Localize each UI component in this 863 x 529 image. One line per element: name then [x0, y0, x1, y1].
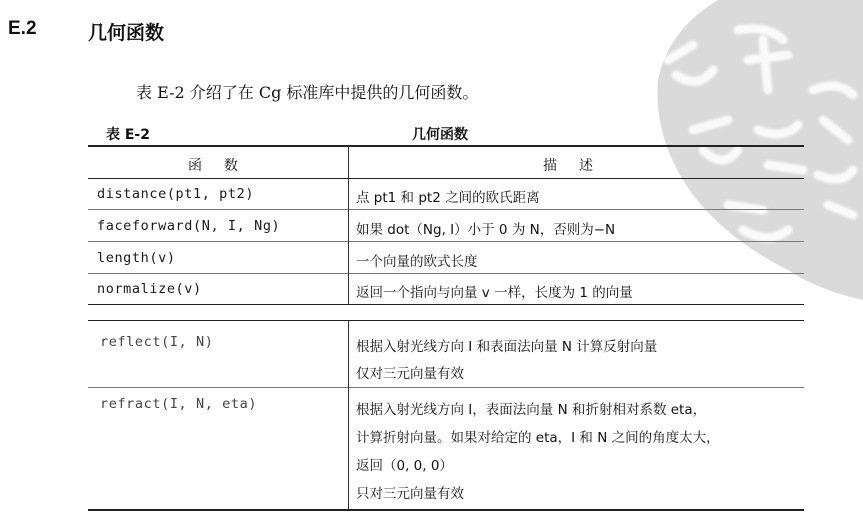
- row-rule: [88, 273, 804, 274]
- row-rule: [88, 241, 804, 242]
- row-rule: [88, 209, 804, 210]
- column-divider: [348, 146, 349, 304]
- table-label: 表 E-2: [106, 127, 150, 143]
- intro-paragraph: 表 E-2 介绍了在 Cg 标准库中提供的几何函数。: [136, 83, 479, 102]
- function-name: length(v): [97, 250, 176, 266]
- row-rule: [88, 387, 804, 388]
- watermark-seal: [598, 0, 863, 300]
- header-description: 描述: [543, 158, 615, 174]
- table-top-rule: [88, 145, 804, 147]
- table-bottom-rule: [88, 509, 804, 511]
- function-description: 返回（0, 0, 0）: [356, 458, 453, 474]
- function-description: 返回一个指向与向量 v 一样，长度为 1 的向量: [356, 285, 633, 301]
- function-description: 仅对三元向量有效: [356, 366, 464, 382]
- section-number: E.2: [8, 18, 37, 39]
- header-function: 函数: [188, 158, 260, 174]
- column-divider: [348, 321, 349, 509]
- section-title: 几何函数: [88, 22, 165, 44]
- function-description: 点 pt1 和 pt2 之间的欧氏距离: [356, 190, 540, 206]
- function-name: reflect(I, N): [100, 334, 214, 350]
- function-name: faceforward(N, I, Ng): [97, 218, 281, 234]
- function-description: 只对三元向量有效: [356, 486, 464, 502]
- group2-top-rule: [88, 320, 804, 321]
- function-description: 根据入射光线方向 I，表面法向量 N 和折射相对系数 eta，: [356, 402, 707, 418]
- function-name: normalize(v): [97, 281, 202, 297]
- function-description: 根据入射光线方向 I 和表面法向量 N 计算反射向量: [356, 339, 658, 355]
- group1-bottom-rule: [88, 304, 804, 305]
- function-description: 计算折射向量。如果对给定的 eta，I 和 N 之间的角度太大，: [356, 430, 720, 446]
- function-description: 如果 dot（Ng, I）小于 0 为 N，否则为−N: [356, 222, 616, 238]
- function-name: refract(I, N, eta): [100, 396, 258, 412]
- function-name: distance(pt1, pt2): [97, 186, 255, 202]
- function-description: 一个向量的欧式长度: [356, 254, 478, 270]
- table-title: 几何函数: [412, 127, 468, 143]
- header-rule: [88, 178, 804, 179]
